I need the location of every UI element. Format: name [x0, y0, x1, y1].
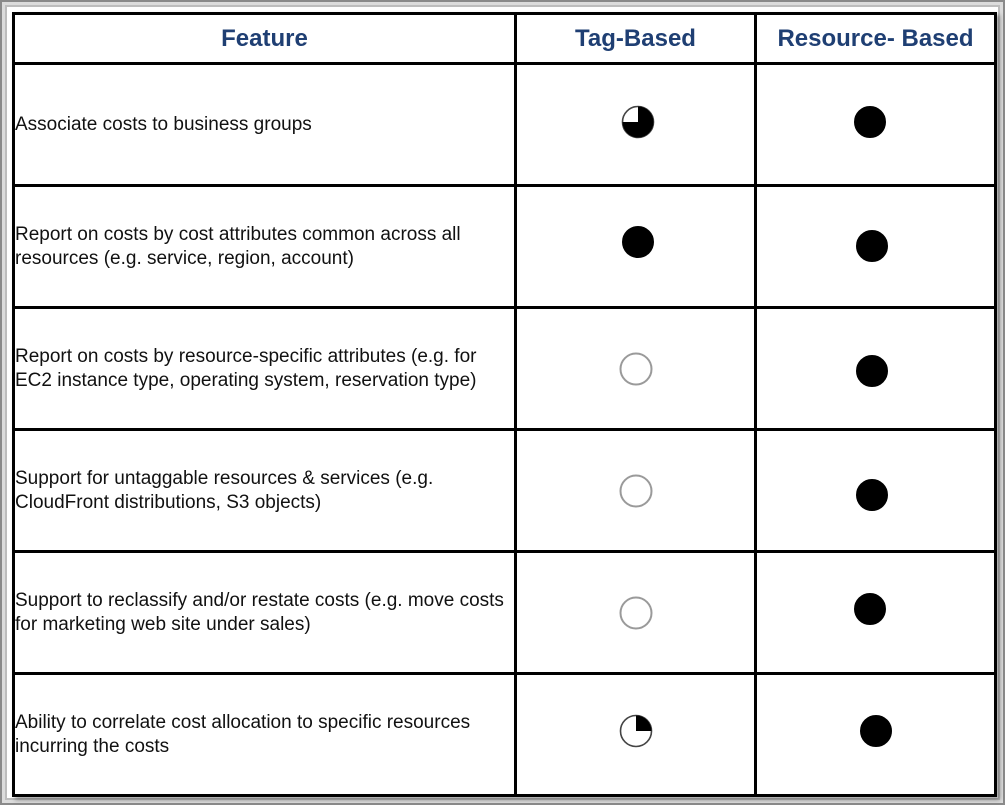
- feature-label: Report on costs by cost attributes common across all resources (e.g. service, region, account): [14, 186, 516, 308]
- harvey-ball-icon: [619, 714, 653, 748]
- resource-based-cell: [756, 308, 996, 430]
- header-feature: Feature: [14, 14, 516, 64]
- feature-label: Associate costs to business groups: [14, 64, 516, 186]
- tag-based-cell: [516, 308, 756, 430]
- tag-based-cell: [516, 674, 756, 796]
- harvey-ball-icon: [855, 354, 889, 388]
- harvey-ball-icon: [619, 474, 653, 508]
- tag-based-cell: [516, 186, 756, 308]
- resource-based-cell: [756, 64, 996, 186]
- table-row: [14, 430, 996, 552]
- harvey-ball-icon: [619, 596, 653, 630]
- table-row: [14, 674, 996, 796]
- table-row: [14, 552, 996, 674]
- table-row: [14, 186, 996, 308]
- harvey-ball-icon: [855, 478, 889, 512]
- feature-label: Ability to correlate cost allocation to specific resources incurring the costs: [14, 674, 516, 796]
- feature-label: Support for untaggable resources & services (e.g. CloudFront distributions, S3 objects): [14, 430, 516, 552]
- feature-label: Report on costs by resource-specific attributes (e.g. for EC2 instance type, operating system, reservation type): [14, 308, 516, 430]
- harvey-ball-icon: [621, 105, 655, 139]
- table-row: [14, 308, 996, 430]
- tag-based-cell: [516, 64, 756, 186]
- harvey-ball-icon: [619, 352, 653, 386]
- tag-based-cell: [516, 430, 756, 552]
- feature-comparison-table: [12, 12, 997, 797]
- table-row: [14, 64, 996, 186]
- harvey-ball-icon: [621, 225, 655, 259]
- harvey-ball-icon: [853, 592, 887, 626]
- resource-based-cell: [756, 430, 996, 552]
- harvey-ball-icon: [853, 105, 887, 139]
- feature-label: Support to reclassify and/or restate costs (e.g. move costs for marketing web site under sales): [14, 552, 516, 674]
- resource-based-cell: [756, 674, 996, 796]
- harvey-ball-icon: [855, 229, 889, 263]
- header-row: [14, 14, 996, 64]
- harvey-ball-icon: [859, 714, 893, 748]
- resource-based-cell: [756, 186, 996, 308]
- tag-based-cell: [516, 552, 756, 674]
- resource-based-cell: [756, 552, 996, 674]
- header-tag-based: Tag-Based: [516, 14, 756, 64]
- header-resource-based: Resource- Based: [756, 14, 996, 64]
